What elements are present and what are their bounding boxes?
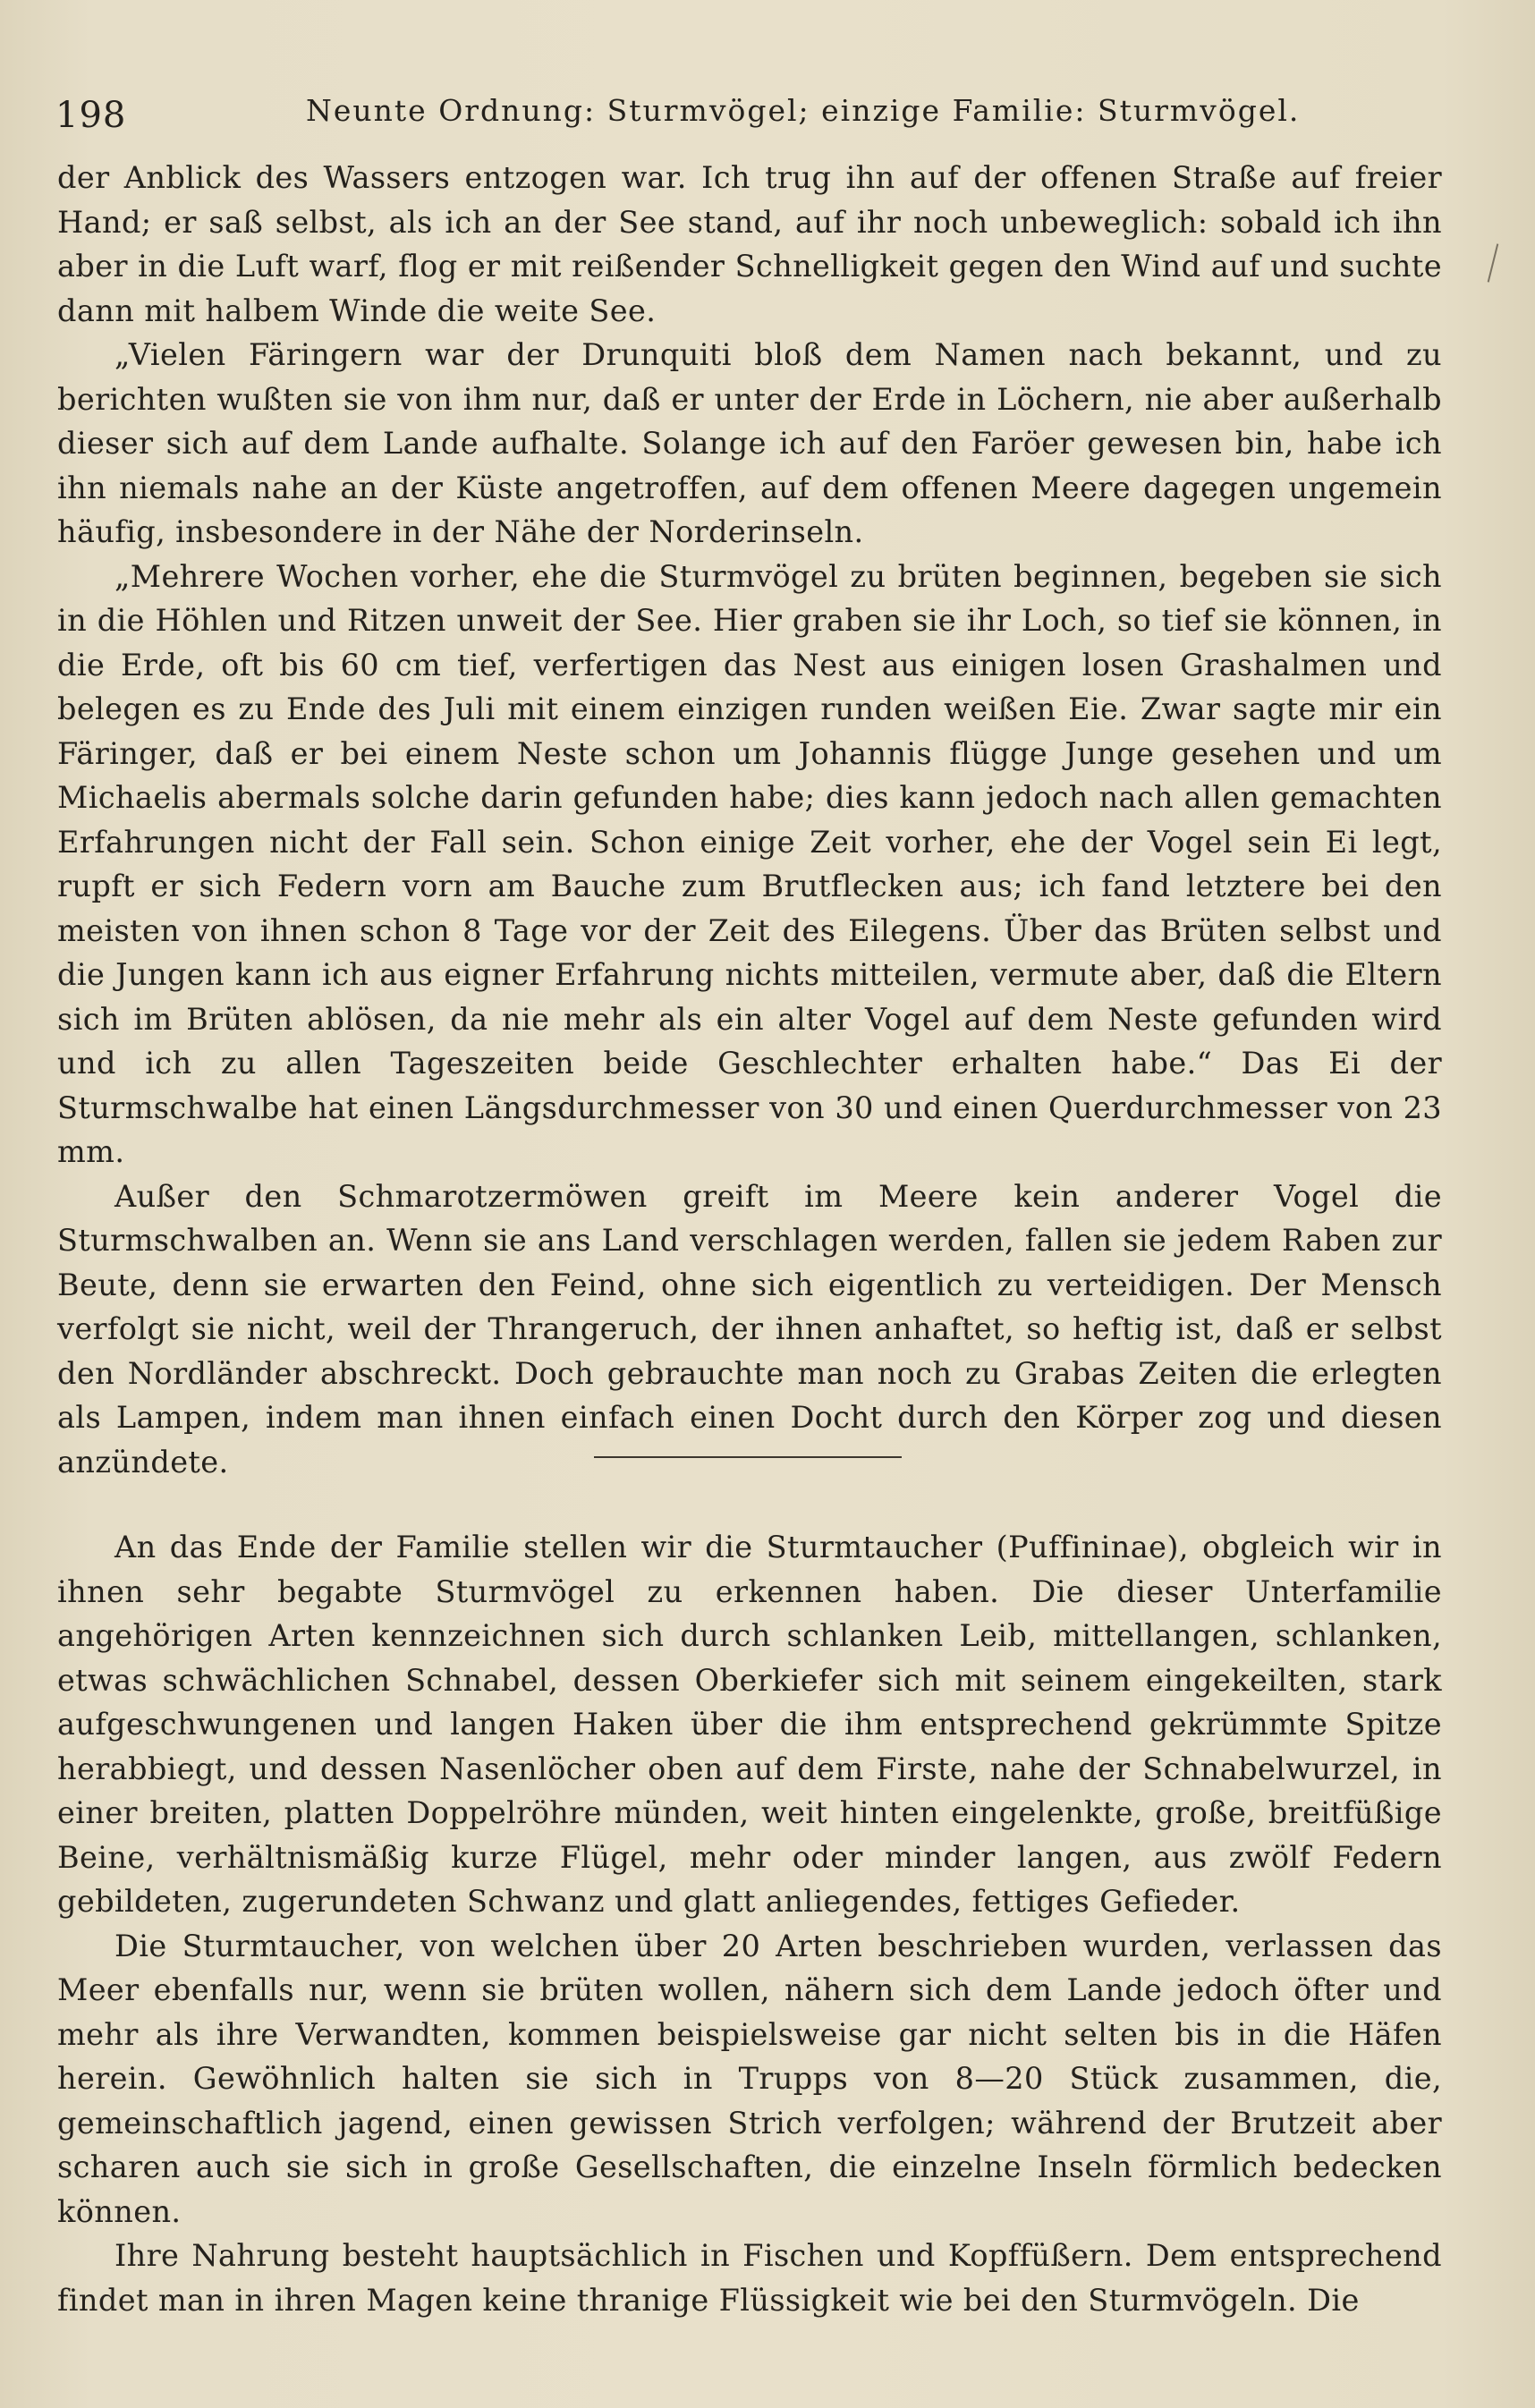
running-title: Neunte Ordnung: Sturmvögel; einzige Familie: Sturmvögel. bbox=[306, 93, 1301, 128]
paragraph: der Anblick des Wassers entzogen war. Ich trug ihn auf der offenen Straße auf freier Hand; er saß selbst, als ich an der See stand, auf ihr noch unbeweglich: sobald ich ihn aber in die Luft warf, flog er mit reißender Schnelligkeit gegen den Wind auf und suchte dann mit halbem Winde die weite See. bbox=[57, 160, 1442, 328]
paragraph: Die Sturmtaucher, von welchen über 20 Arten beschrieben wurden, verlassen das Meer ebenfalls nur, wenn sie brüten wollen, nähern sich dem Lande jedoch öfter und mehr als ihre Verwandten, kommen beispielsweise gar nicht selten bis in die Häfen herein. Gewöhnlich halten sie sich in Trupps von 8—20 Stück zusammen, die, gemeinschaftlich jagend, einen gewissen Strich verfolgen; während der Brutzeit aber scharen auch sie sich in große Gesellschaften, die einzelne Inseln förmlich bedecken können. bbox=[57, 1928, 1442, 2229]
margin-pencil-mark bbox=[1488, 243, 1499, 282]
section-divider bbox=[594, 1456, 902, 1458]
page-number: 198 bbox=[55, 95, 127, 136]
paragraph: Ihre Nahrung besteht hauptsächlich in Fischen und Kopffüßern. Dem entsprechend findet man in ihren Magen keine thranige Flüssigkeit wie bei den Sturmvögeln. Die bbox=[57, 2238, 1442, 2318]
paragraph: „Vielen Färingern war der Drunquiti bloß dem Namen nach bekannt, und zu berichten wußten sie von ihm nur, daß er unter der Erde in Löchern, nie aber außerhalb dieser sich auf dem Lande aufhalte. Solange ich auf den Faröer gewesen bin, habe ich ihn niemals nahe an der Küste angetroffen, auf dem offenen Meere dagegen ungemein häufig, insbesondere in der Nähe der Norderinseln. bbox=[57, 337, 1442, 549]
paragraph: „Mehrere Wochen vorher, ehe die Sturmvögel zu brüten beginnen, begeben sie sich in die Höhlen und Ritzen unweit der See. Hier graben sie ihr Loch, so tief sie können, in die Erde, oft bis 60 cm tief, verfertigen das Nest aus einigen losen Grashalmen und belegen es zu Ende des Juli mit einem einzigen runden weißen Eie. Zwar sagte mir ein Färinger, daß er bei einem Neste schon um Johannis flügge Junge gesehen und um Michaelis abermals solche darin gefunden habe; dies kann jedoch nach allen gemachten Erfahrungen nicht der Fall sein. Schon einige Zeit vorher, ehe der Vogel sein Ei legt, rupft er sich Federn vorn am Bauche zum Brutflecken aus; ich fand letztere bei den meisten von ihnen schon 8 Tage vor der Zeit des Eilegens. Über das Brüten selbst und die Jungen kann ich aus eigner Erfahrung nichts mitteilen, vermute aber, daß die Eltern sich im Brüten ablösen, da nie mehr als ein alter Vogel auf dem Neste gefunden wird und ich zu allen Tageszeiten beide Geschlechter erhalten habe.“ Das Ei der Sturmschwalbe hat einen Längsdurchmesser von 30 und einen Querdurchmesser von 23 mm. bbox=[57, 558, 1442, 1169]
text-block-lower bbox=[57, 1525, 1442, 2322]
text-block-upper bbox=[57, 156, 1442, 1484]
paragraph: Außer den Schmarotzermöwen greift im Meere kein anderer Vogel die Sturmschwalben an. Wenn sie ans Land verschlagen werden, fallen sie jedem Raben zur Beute, denn sie erwarten den Feind, ohne sich eigentlich zu verteidigen. Der Mensch verfolgt sie nicht, weil der Thrangeruch, der ihnen anhaftet, so heftig ist, daß er selbst den Nordländer abschreckt. Doch gebrauchte man noch zu Grabas Zeiten die erlegten als Lampen, indem man ihnen einfach einen Docht durch den Körper zog und diesen anzündete. bbox=[57, 1178, 1442, 1480]
paragraph: An das Ende der Familie stellen wir die Sturmtaucher (Puffininae), obgleich wir in ihnen sehr begabte Sturmvögel zu erkennen haben. Die dieser Unterfamilie angehörigen Arten kennzeichnen sich durch schlanken Leib, mittellangen, schlanken, etwas schwächlichen Schnabel, dessen Oberkiefer sich mit seinem eingekeilten, stark aufgeschwungenen und langen Haken über die ihm entsprechend gekrümmte Spitze herabbiegt, und dessen Nasenlöcher oben auf dem Firste, nahe der Schnabelwurzel, in einer breiten, platten Doppelröhre münden, weit hinten eingelenkte, große, breitfüßige Beine, verhältnismäßig kurze Flügel, mehr oder minder langen, aus zwölf Federn gebildeten, zugerundeten Schwanz und glatt anliegendes, fettiges Gefieder. bbox=[57, 1530, 1442, 1919]
page-header bbox=[55, 89, 1451, 143]
